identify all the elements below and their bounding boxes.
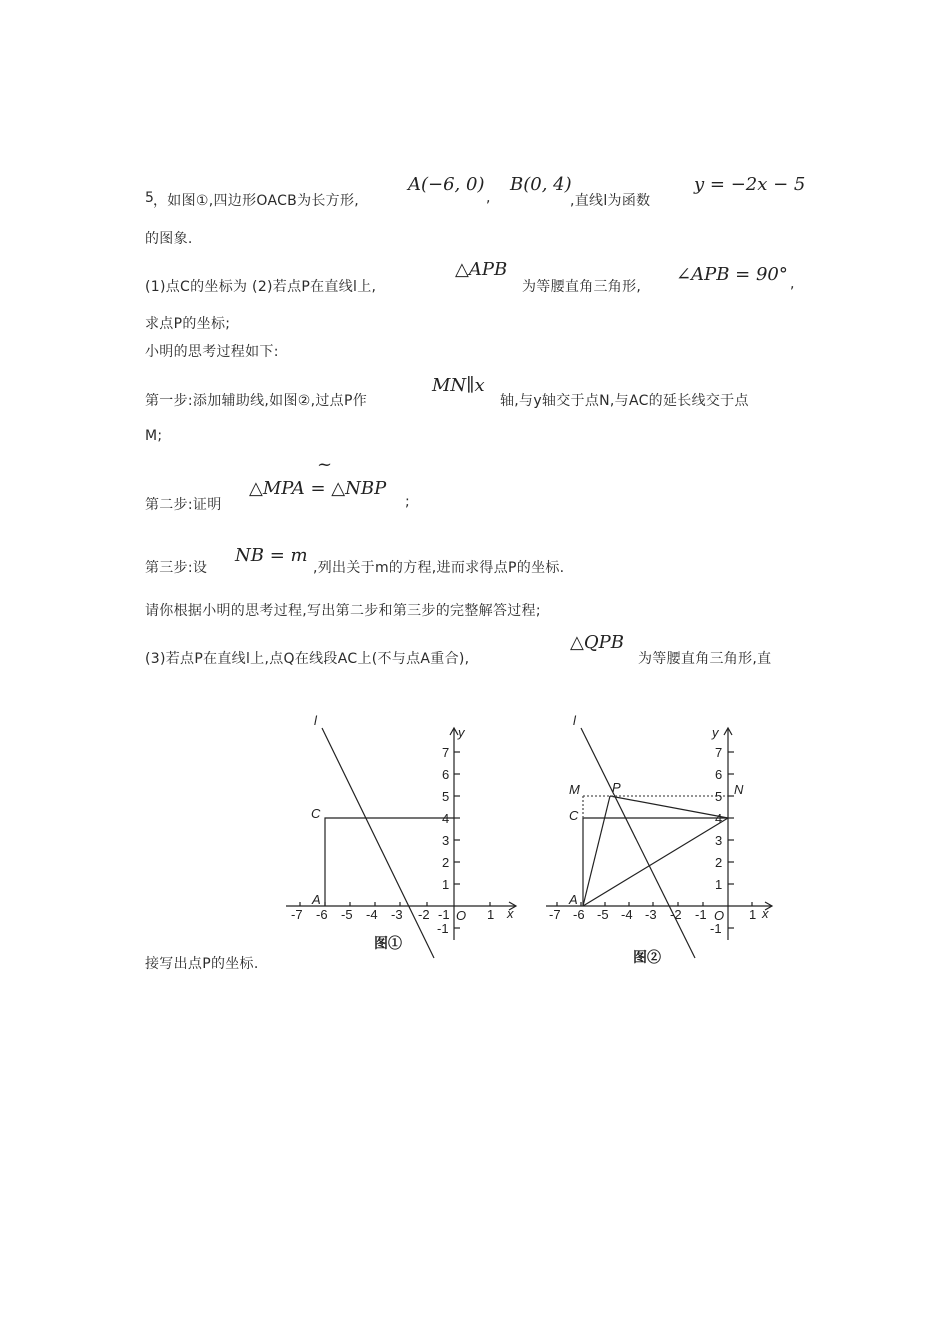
x-tick-label: -4 — [621, 907, 633, 922]
question3-text: 接写出点P的坐标. — [145, 956, 259, 972]
y-tick-label: 1 — [442, 877, 450, 892]
step2-text: ; — [405, 494, 411, 510]
y-tick-label: -1 — [710, 921, 722, 936]
problem-text: ,直线l为函数 — [570, 193, 651, 209]
y-tick-label: -1 — [437, 921, 449, 936]
question-text: , — [790, 276, 795, 292]
point-P-label: P — [612, 780, 621, 795]
y-tick-label: 6 — [715, 767, 723, 782]
figure-1 — [280, 710, 530, 970]
rectangle-oacb — [325, 818, 454, 906]
x-axis-label: x — [762, 906, 769, 921]
y-tick-label: 2 — [442, 855, 450, 870]
origin-label: O — [714, 908, 725, 923]
y-axis-label: y — [712, 725, 719, 740]
line-l-label: l — [573, 713, 576, 728]
x-tick-label: -3 — [391, 907, 403, 922]
y-tick-label: 7 — [715, 745, 723, 760]
step2-text: 第二步:证明 — [145, 497, 222, 513]
question3-text: 为等腰直角三角形,直 — [638, 651, 772, 667]
step1-text: 第一步:添加辅助线,如图②,过点P作 — [145, 393, 368, 409]
problem-text: ，如图①,四边形OACB为长方形, — [153, 193, 360, 209]
question-text: (1)点C的坐标为 (2)若点P在直线l上, — [145, 279, 377, 295]
step3-text: 第三步:设 — [145, 560, 208, 576]
x-tick-label: -1 — [438, 907, 450, 922]
math-point-A: A(−6, 0) — [408, 174, 485, 195]
point-A-label: A — [312, 892, 321, 907]
y-tick-label: 4 — [715, 811, 723, 826]
math-MN-parallel: MN∥x — [432, 375, 485, 396]
y-tick-label: 7 — [442, 745, 450, 760]
x-tick-label: -7 — [291, 907, 303, 922]
y-tick-label: 6 — [442, 767, 450, 782]
step3-text: ,列出关于m的方程,进而求得点P的坐标. — [313, 560, 565, 576]
point-M-label: M — [569, 782, 580, 797]
ask-text: 请你根据小明的思考过程,写出第二步和第三步的完整解答过程; — [145, 603, 541, 619]
x-tick-label: -5 — [341, 907, 353, 922]
segment-AP — [583, 796, 610, 906]
x-tick-label: -7 — [549, 907, 561, 922]
math-angle: ∠APB = 90° — [676, 264, 788, 285]
y-tick-label: 3 — [442, 833, 450, 848]
question-text: 求点P的坐标; — [145, 316, 231, 332]
problem-text: 的图象. — [145, 231, 193, 247]
math-triangle-APB: △APB — [455, 259, 508, 280]
x-tick-label: 1 — [749, 907, 757, 922]
x-tick-label: -4 — [366, 907, 378, 922]
y-tick-label: 4 — [442, 811, 450, 826]
y-axis-label: y — [458, 725, 465, 740]
problem-number: 5 — [145, 190, 155, 206]
x-tick-label: 1 — [487, 907, 495, 922]
point-C-label: C — [311, 806, 321, 821]
segment-AB — [583, 818, 728, 906]
point-N-label: N — [734, 782, 744, 797]
y-tick-label: 5 — [442, 789, 450, 804]
math-NB-m: NB = m — [235, 545, 308, 566]
y-tick-label: 5 — [715, 789, 723, 804]
figure-2 — [540, 710, 780, 970]
line-l — [322, 728, 434, 958]
math-point-B: B(0, 4) — [510, 174, 572, 195]
figure-2-caption: 图② — [633, 949, 661, 965]
step1-text: M; — [145, 428, 163, 444]
line-l-label: l — [314, 713, 317, 728]
y-tick-label: 1 — [715, 877, 723, 892]
problem-text: , — [486, 190, 491, 206]
math-congruent-tilde: ~ — [317, 454, 333, 475]
y-tick-label: 2 — [715, 855, 723, 870]
segment-PB — [610, 796, 728, 818]
x-tick-label: -2 — [418, 907, 430, 922]
x-axis-label: x — [507, 906, 514, 921]
step1-text: 轴,与y轴交于点N,与AC的延长线交于点 — [500, 393, 749, 409]
x-tick-label: -2 — [670, 907, 682, 922]
math-function: y = −2x − 5 — [694, 174, 806, 195]
question-text: 为等腰直角三角形, — [522, 279, 642, 295]
math-congruent: △MPA = △NBP — [249, 478, 387, 499]
math-triangle-QPB: △QPB — [570, 632, 624, 653]
x-tick-label: -6 — [573, 907, 585, 922]
point-A-label: A — [569, 892, 578, 907]
x-tick-label: -5 — [597, 907, 609, 922]
x-tick-label: -1 — [695, 907, 707, 922]
point-C-label: C — [569, 808, 579, 823]
x-tick-label: -6 — [316, 907, 328, 922]
think-text: 小明的思考过程如下: — [145, 344, 279, 360]
figure-1-caption: 图① — [374, 935, 402, 951]
question3-text: (3)若点P在直线l上,点Q在线段AC上(不与点A重合), — [145, 651, 470, 667]
origin-label: O — [456, 908, 467, 923]
x-tick-label: -3 — [645, 907, 657, 922]
y-tick-label: 3 — [715, 833, 723, 848]
